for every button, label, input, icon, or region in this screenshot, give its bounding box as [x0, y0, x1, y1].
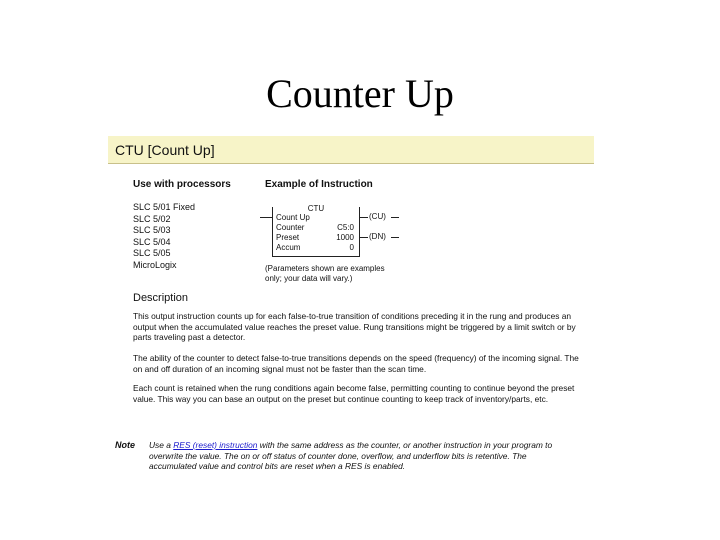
- parameter-note-line: only; your data will vary.): [265, 274, 353, 283]
- processor-item: SLC 5/04: [133, 236, 171, 247]
- preset-label: Preset: [276, 233, 300, 242]
- processor-item: SLC 5/03: [133, 225, 171, 235]
- output-wire-cu-end: [391, 217, 399, 218]
- accum-label: Accum: [276, 243, 301, 252]
- instruction-title: Count Up: [276, 213, 310, 222]
- preset-value: 1000: [336, 233, 354, 242]
- note-label: Note: [115, 440, 135, 450]
- note-text: [149, 440, 569, 472]
- instruction-header-title: CTU [Count Up]: [115, 142, 215, 158]
- parameter-note: [265, 264, 385, 284]
- description-paragraph: This output instruction counts up for each false-to-true transition of conditions preceding it in the rung and produces an output when the accumulated value reaches the preset value. Rung transitions might be triggered by a limit switch or by parts traveling past a detector.: [133, 311, 576, 342]
- description-paragraph: Each count is retained when the rung conditions again become false, permitting counting to continue beyond the preset value. This way you can base an output on the preset but continue counting to keep track of inventory/parts, etc.: [133, 383, 575, 404]
- cu-output: (CU): [369, 212, 386, 221]
- res-instruction-link[interactable]: RES (reset) instruction: [173, 440, 258, 450]
- note-text-before: Use a: [149, 440, 174, 450]
- ladder-example: [260, 199, 400, 259]
- accum-value: 0: [349, 243, 354, 252]
- output-wire-cu: [360, 217, 368, 218]
- ctu-instruction-box: [272, 204, 360, 257]
- description-heading: Description: [133, 292, 189, 304]
- instruction-name: CTU: [273, 205, 359, 213]
- note-text-after: with the same address as the counter, or another instruction in your program to overwrite the value. The on or off status of counter done, overflow, and underflow bits is retentive. The accumulated value and control bits are reset when a RES is enabled.: [149, 440, 553, 471]
- use-with-heading: Use with processors: [133, 179, 231, 190]
- description-paragraph: The ability of the counter to detect false-to-true transitions depends on the speed (frequency) of the incoming signal. The on and off duration of an incoming signal must not be faster than the scan time.: [133, 353, 579, 374]
- slide-title: Counter Up: [266, 71, 454, 116]
- output-wire-dn: [360, 237, 368, 238]
- rung-wire-left: [260, 217, 272, 218]
- output-wire-dn-end: [391, 237, 399, 238]
- parameter-note-line: (Parameters shown are examples: [265, 264, 385, 273]
- counter-label: Counter: [276, 223, 305, 232]
- processor-list: [133, 202, 195, 271]
- processor-item: SLC 5/01 Fixed: [133, 202, 196, 212]
- processor-item: SLC 5/05: [133, 248, 171, 258]
- processor-item: SLC 5/02: [133, 213, 171, 224]
- instruction-header: [108, 136, 594, 164]
- document-panel: [108, 136, 594, 496]
- example-heading: Example of Instruction: [265, 179, 373, 190]
- dn-output: (DN): [369, 232, 386, 241]
- counter-value: C5:0: [337, 223, 354, 232]
- processor-item: MicroLogix: [133, 259, 177, 270]
